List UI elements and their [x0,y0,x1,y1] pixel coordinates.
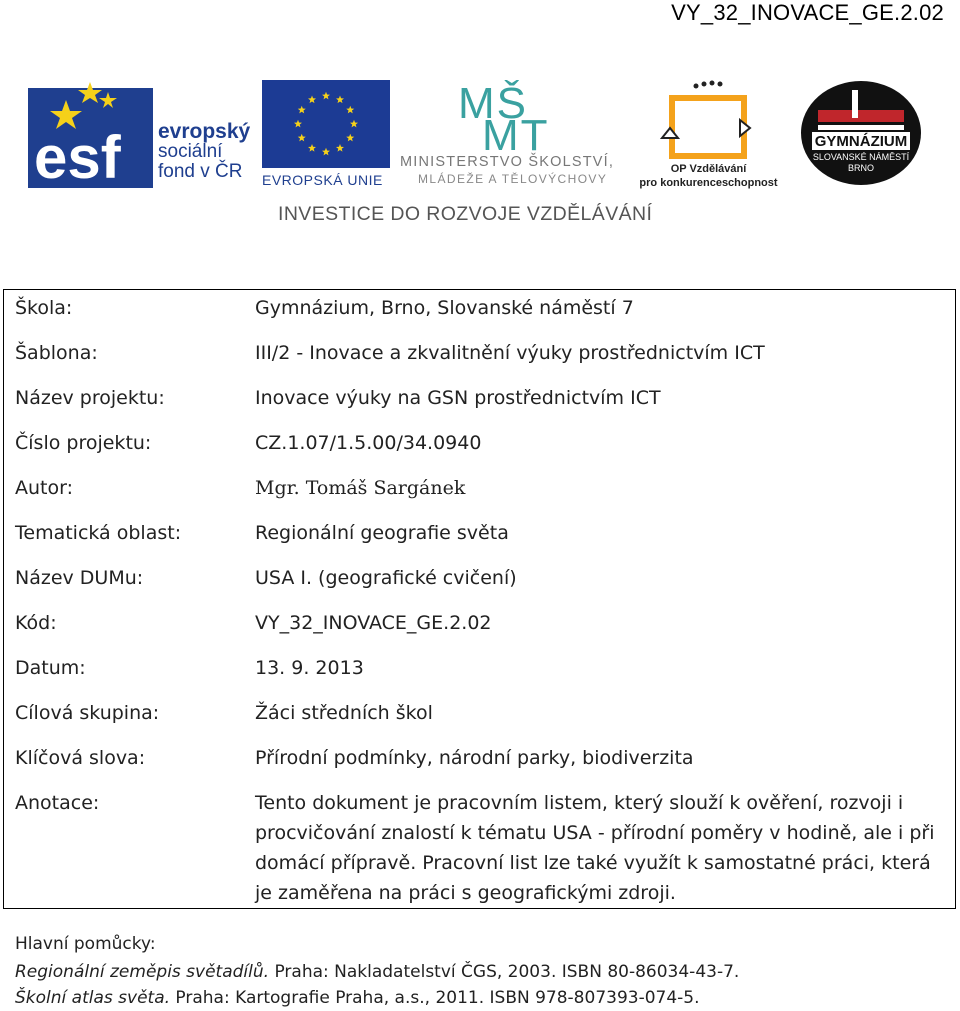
investice-tagline: INVESTICE DO ROZVOJE VZDĚLÁVÁNÍ [278,203,653,225]
gymnazium-logo [798,80,924,186]
info-value: USA I. (geografické cvičení) [255,567,517,589]
msmt-logo [400,78,625,188]
info-value: Inovace výuky na GSN prostřednictvím ICT [255,387,661,409]
msmt-emblem-icon [400,78,625,152]
info-value: VY_32_INOVACE_GE.2.02 [255,612,492,634]
reference-title: Školní atlas světa. [15,988,171,1008]
info-label: Klíčová slova: [15,747,146,769]
esf-line1: evropský [158,120,251,143]
info-value: Mgr. Tomáš Sargánek [255,477,466,499]
info-value: Tento dokument je pracovním listem, který slouží k ověření, rozvoji i procvičování znalostí k tématu USA - přírodní poměry v hodině, ale i při domácí přípravě. Pracovní list lze také využít k samostatné práci, která je zaměřena na práci s geografickými zdroji. [255,792,935,904]
info-label: Anotace: [15,792,100,814]
info-label: Datum: [15,657,86,679]
esf-line2: sociální [158,141,223,162]
document-info-table [3,289,956,909]
svg-text:esf: esf [34,124,121,190]
info-label: Kód: [15,612,57,634]
svg-text:MT: MT [482,111,550,152]
info-label: Název projektu: [15,387,165,409]
gym-line1: GYMNÁZIUM [814,133,908,150]
info-value: 13. 9. 2013 [255,657,364,679]
op-line1: OP Vzdělávání [670,163,747,175]
esf-line3: fond v ČR [158,161,243,182]
op-logo [636,80,781,188]
eu-text: EVROPSKÁ UNIE [262,172,383,188]
reference-details: Praha: Kartografie Praha, a.s., 2011. ISBN 978-807393-074-5. [170,988,700,1008]
esf-logo [28,78,253,190]
info-value: Gymnázium, Brno, Slovanské náměstí 7 [255,297,634,319]
eu-flag-icon [262,80,390,168]
info-label: Škola: [15,297,73,319]
op-line2: pro konkurenceschopnost [639,177,778,189]
info-value: III/2 - Inovace a zkvalitnění výuky prostřednictvím ICT [255,342,765,364]
info-label: Autor: [15,477,73,499]
info-value: Regionální geografie světa [255,522,509,544]
info-value: CZ.1.07/1.5.00/34.0940 [255,432,482,454]
gym-line2: SLOVANSKÉ NÁMĚSTÍ [812,152,910,162]
reference-item [15,988,700,1008]
reference-title: Regionální zeměpis světadílů. [15,962,270,982]
eu-logo [262,80,390,186]
info-value: Přírodní podmínky, národní parky, biodiverzita [255,747,694,769]
esf-emblem-icon [28,78,158,190]
svg-text:MŠ: MŠ [458,79,528,128]
op-emblem-icon [636,80,781,160]
msmt-line2: MLÁDEŽE A TĚLOVÝCHOVY [418,172,608,186]
reference-details: Praha: Nakladatelství ČGS, 2003. ISBN 80-86034-43-7. [269,962,740,982]
info-label: Šablona: [15,342,98,364]
info-label: Tematická oblast: [15,522,182,544]
document-code: VY_32_INOVACE_GE.2.02 [671,0,944,25]
aids-heading: Hlavní pomůcky: [15,934,156,954]
info-label: Číslo projektu: [15,432,152,454]
info-label: Název DUMu: [15,567,144,589]
gymnazium-emblem-icon [798,80,924,186]
gym-line3: BRNO [847,163,875,173]
info-value: Žáci středních škol [255,702,433,724]
reference-item [15,962,739,982]
msmt-line1: MINISTERSTVO ŠKOLSTVÍ, [400,154,615,170]
info-label: Cílová skupina: [15,702,160,724]
